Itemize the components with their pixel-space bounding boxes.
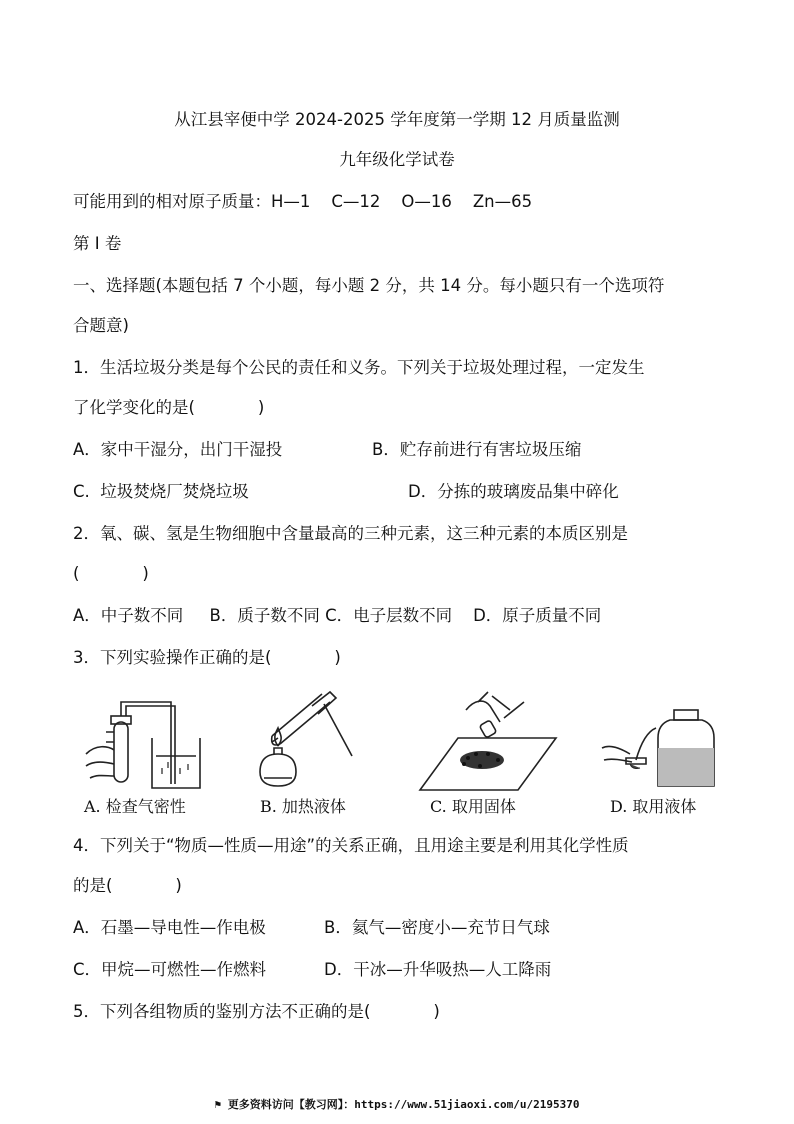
q4-option-d: D．干冰—升华吸热—人工降雨 [324,960,552,979]
figure-a-airtightness [78,688,208,793]
section-header-line1: 一、选择题(本题包括 7 个小题，每小题 2 分，共 14 分。每小题只有一个选项符 [73,276,665,295]
volume-label: 第 I 卷 [73,234,122,253]
q4-option-b: B．氦气—密度小—充节日气球 [324,918,550,937]
q1-stem-line1: 1．生活垃圾分类是每个公民的责任和义务。下列关于垃圾处理过程，一定发生 [73,358,645,377]
exam-title: 从江县宰便中学 2024-2025 学年度第一学期 12 月质量监测 [174,110,620,129]
q3-stem-line1: 3．下列实验操作正确的是( ) [73,648,341,667]
figure-b-heating-liquid [252,688,362,793]
figure-a-caption: A. 检查气密性 [84,797,186,816]
figure-b-caption: B. 加热液体 [260,797,346,816]
q5-stem-line1: 5．下列各组物质的鉴别方法不正确的是( ) [73,1002,440,1021]
figure-c-caption: C. 取用固体 [430,797,516,816]
q4-option-a: A．石墨—导电性—作电极 [73,918,266,937]
exam-subtitle: 九年级化学试卷 [339,150,455,169]
figure-d-caption: D. 取用液体 [610,797,697,816]
q1-option-a: A．家中干湿分，出门干湿投 [73,440,283,459]
q1-option-b: B．贮存前进行有害垃圾压缩 [372,440,582,459]
q4-stem-line2: 的是( ) [73,876,182,895]
figure-d-taking-liquid [600,688,720,793]
q1-option-c: C. 垃圾焚烧厂焚烧垃圾 [73,482,249,501]
figure-c-taking-solid [418,688,558,793]
q2-stem-line1: 2．氧、碳、氢是生物细胞中含量最高的三种元素，这三种元素的本质区别是 [73,524,628,543]
q2-stem-line2: ( ) [73,564,149,583]
q1-option-d: D．分拣的玻璃废品集中碎化 [408,482,619,501]
q4-option-c: C．甲烷—可燃性—作燃料 [73,960,267,979]
q1-stem-line2: 了化学变化的是( ) [73,398,265,417]
atomic-mass-line: 可能用到的相对原子质量：H—1 C—12 O—16 Zn—65 [73,192,533,211]
footer[interactable] [0,1096,794,1112]
flag-icon: ⚑ [214,1098,222,1111]
q2-options: A．中子数不同 B．质子数不同 C．电子层数不同 D．原子质量不同 [73,606,602,625]
section-header-line2: 合题意) [73,316,129,335]
q4-stem-line1: 4．下列关于“物质—性质—用途”的关系正确，且用途主要是利用其化学性质 [73,836,629,855]
footer-link[interactable]: 更多资料访问【教习网】：https://www.51jiaoxi.com/u/2195370 [227,1098,580,1111]
